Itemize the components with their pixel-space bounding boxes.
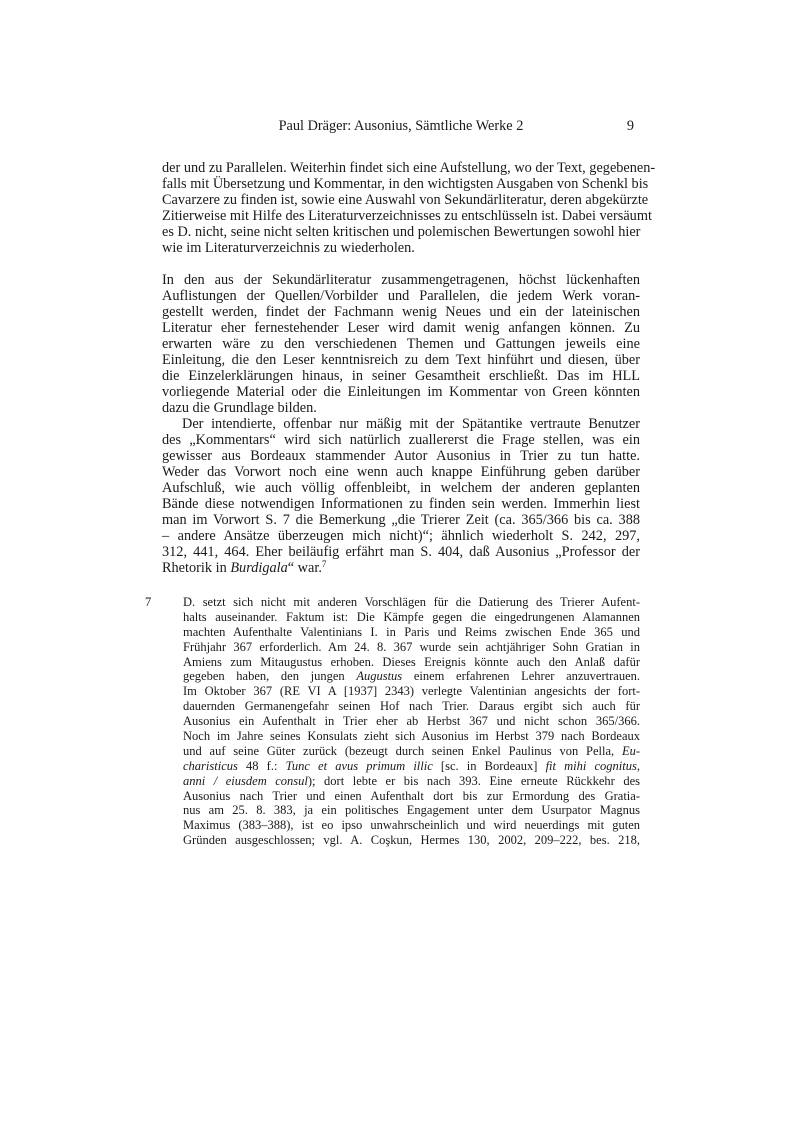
- text-line: [162, 464, 640, 480]
- text-line: [162, 512, 640, 528]
- text-line: [162, 400, 640, 416]
- paragraph-1: [162, 160, 656, 256]
- text-line: [183, 610, 640, 625]
- footnote-7: [183, 595, 640, 848]
- text-line: [162, 224, 640, 240]
- running-header: [162, 117, 640, 135]
- text-segment: Literatur eher fernestehender Leser wird damit wenig anfangen können. Zu: [162, 320, 640, 336]
- footnote-number: 7: [145, 595, 152, 609]
- text-line: [183, 818, 640, 833]
- text-line: [183, 729, 640, 744]
- text-segment: gewisser aus Bordeaux stammender Autor Ausonius in Trier zu tun hatte.: [162, 448, 640, 464]
- text-segment: wie im Literaturverzeichnis zu wiederholen.: [162, 240, 415, 256]
- text-line: [183, 625, 640, 640]
- text-line: [183, 774, 640, 789]
- text-line: [162, 352, 640, 368]
- text-segment: es D. nicht, seine nicht selten kritischen und polemischen Bewertungen sowohl hier: [162, 224, 641, 240]
- text-segment: [sc. in Bordeaux]: [432, 758, 546, 773]
- text-segment: nus am 25. 8. 383, ja ein politisches Engagement unter dem Usurpator Magnus: [183, 803, 640, 818]
- running-title: Paul Dräger: Ausonius, Sämtliche Werke 2: [278, 118, 524, 134]
- text-segment: ); dort lebte er bis nach 393. Eine erneute Rückkehr des: [307, 773, 640, 788]
- text-line: [162, 384, 640, 400]
- text-segment: Frühjahr 367 erforderlich. Am 24. 8. 367 wurde sein achtjähriger Sohn Gratian in: [183, 639, 640, 654]
- text-line: [162, 432, 640, 448]
- footnote-marker: 7: [321, 559, 327, 569]
- text-line: [162, 480, 640, 496]
- text-segment: Einleitung, die den Leser kenntnisreich zu dem Text hinführt und diesen, über: [162, 352, 640, 368]
- italic-text: Augustus: [356, 669, 403, 684]
- text-segment: man im Vorwort S. 7 die Bemerkung „die Trierer Zeit (ca. 365/366 bis ca. 388: [162, 512, 640, 528]
- text-segment: Amiens zum Mitaugustus erhoben. Dieses Ereignis könnte auch den Anlaß dafür: [183, 654, 640, 669]
- text-line: [183, 803, 640, 818]
- italic-text: charisticus: [183, 758, 238, 773]
- text-segment: Bände diese notwendigen Informationen zu finden sein werden. Immerhin liest: [162, 496, 640, 512]
- text-segment: vorliegende Material oder die Einleitungen im Kommentar von Green könnten: [162, 384, 640, 400]
- text-line: [183, 759, 640, 774]
- italic-text: Eu-: [621, 743, 640, 758]
- text-line: [183, 714, 640, 729]
- text-segment: Weder das Vorwort noch eine wenn auch knappe Einführung geben darüber: [162, 464, 640, 480]
- text-segment: gegeben haben, den jungen: [183, 669, 357, 684]
- text-segment: falls mit Übersetzung und Kommentar, in den wichtigsten Ausgaben von Schenkl bis: [162, 176, 649, 192]
- text-line: [183, 744, 640, 759]
- text-segment: Maximus (383–388), ist eo ipso unwahrscheinlich und wird neuerdings mit guten: [183, 818, 640, 833]
- text-line: [162, 160, 656, 176]
- text-segment: “ war.: [287, 560, 322, 576]
- text-segment: Ausonius ein Aufenthalt in Trier eher ab Herbst 367 und nicht schon 365/366.: [183, 714, 640, 729]
- italic-text: Tunc et avus primum illic: [285, 758, 433, 773]
- text-line: [162, 528, 640, 544]
- text-line: [162, 208, 652, 224]
- text-segment: Im Oktober 367 (RE VI A [1937] 2343) verlegte Valentinian angesichts der fort-: [183, 684, 640, 699]
- text-segment: dauernden Germanengefahr seinen Hof nach Trier. Daraus ergibt sich auch für: [183, 699, 640, 714]
- text-line: [162, 288, 640, 304]
- text-segment: halts auseinander. Faktum ist: Die Kämpfe gegen die eingedrungenen Alamannen: [183, 609, 640, 624]
- text-segment: Auflistungen der Quellen/Vorbilder und Parallelen, die jedem Werk voran-: [162, 288, 640, 304]
- text-segment: – andere Ansätze überzeugen mich nicht)“; ähnlich wiederholt S. 242, 297,: [162, 528, 640, 544]
- text-segment: In den aus der Sekundärliteratur zusammengetragenen, höchst lückenhaften: [162, 272, 640, 288]
- text-line: [162, 240, 640, 256]
- text-segment: und auf seine Güter zurück (bezeugt durch seinen Enkel Paulinus von Pella,: [183, 743, 622, 758]
- text-segment: dazu die Grundlage bilden.: [162, 400, 317, 416]
- text-segment: 312, 441, 464. Eher beiläufig erfährt man S. 404, daß Ausonius „Professor der: [162, 544, 640, 560]
- paragraph-3: [162, 416, 640, 576]
- text-line: [183, 789, 640, 804]
- text-line: [183, 669, 640, 684]
- text-segment: D. setzt sich nicht mit anderen Vorschlägen für die Datierung des Trierer Aufent-: [183, 595, 640, 609]
- text-segment: gestellt werden, findet der Fachmann wenig Neues und ein der lateinischen: [162, 304, 640, 320]
- text-line: [162, 336, 640, 352]
- text-segment: Aufschluß, wie auch völlig offenbleibt, in welchem der anderen geplanten: [162, 480, 640, 496]
- text-line: [162, 368, 640, 384]
- text-segment: Gründen ausgeschlossen; vgl. A. Coşkun, Hermes 130, 2002, 209–222, bes. 218,: [183, 833, 640, 848]
- text-line: [162, 496, 640, 512]
- text-segment: Noch im Jahre seines Konsulats zieht sich Ausonius im Herbst 379 nach Bordeaux: [183, 729, 640, 744]
- text-line: [183, 833, 640, 848]
- text-line: [162, 304, 640, 320]
- text-segment: Der intendierte, offenbar nur mäßig mit der Spätantike vertraute Benutzer: [182, 416, 640, 432]
- text-line: [162, 560, 640, 576]
- italic-text: anni / eiusdem consul: [183, 773, 308, 788]
- text-line: [162, 448, 640, 464]
- text-segment: Cavarzere zu finden ist, sowie eine Auswahl von Sekundärliteratur, deren abgekürzte: [162, 192, 649, 208]
- text-segment: die Einzelerklärungen hinaus, in seiner Gesamtheit erschließt. Das im HLL: [162, 368, 640, 384]
- text-line: [183, 699, 640, 714]
- text-line: [183, 640, 640, 655]
- text-segment: 48 f.:: [237, 758, 286, 773]
- text-segment: machten Aufenthalte Valentinians I. in Paris und Reims zwischen Ende 365 und: [183, 624, 640, 639]
- text-line: [183, 595, 640, 610]
- page-number: 9: [626, 118, 634, 134]
- text-segment: des „Kommentars“ wird sich natürlich zuallererst die Frage stellen, was ein: [162, 432, 640, 448]
- text-line: [183, 655, 640, 670]
- text-segment: einem erfahrenen Lehrer anzuvertrauen.: [402, 669, 640, 684]
- text-segment: erwarten wäre zu den verschiedenen Themen und Gattungen jeweils eine: [162, 336, 640, 352]
- text-line: [162, 320, 640, 336]
- text-segment: Rhetorik in: [162, 560, 231, 576]
- text-line: [162, 192, 649, 208]
- text-line: [162, 272, 640, 288]
- italic-text: fit mihi cognitus,: [545, 758, 640, 773]
- text-line: [183, 684, 640, 699]
- text-segment: der und zu Parallelen. Weiterhin findet sich eine Aufstellung, wo der Text, gegebenen-: [162, 160, 656, 176]
- text-line: [162, 544, 640, 560]
- paragraph-2: [162, 272, 640, 416]
- text-segment: Ausonius nach Trier und einen Aufenthalt dort bis zur Ermordung des Gratia-: [183, 788, 640, 803]
- text-segment: Zitierweise mit Hilfe des Literaturverzeichnisses zu entschlüsseln ist. Dabei versäumt: [162, 208, 652, 224]
- text-line: [162, 176, 649, 192]
- text-line: [162, 416, 640, 432]
- italic-text: Burdigala: [230, 560, 288, 576]
